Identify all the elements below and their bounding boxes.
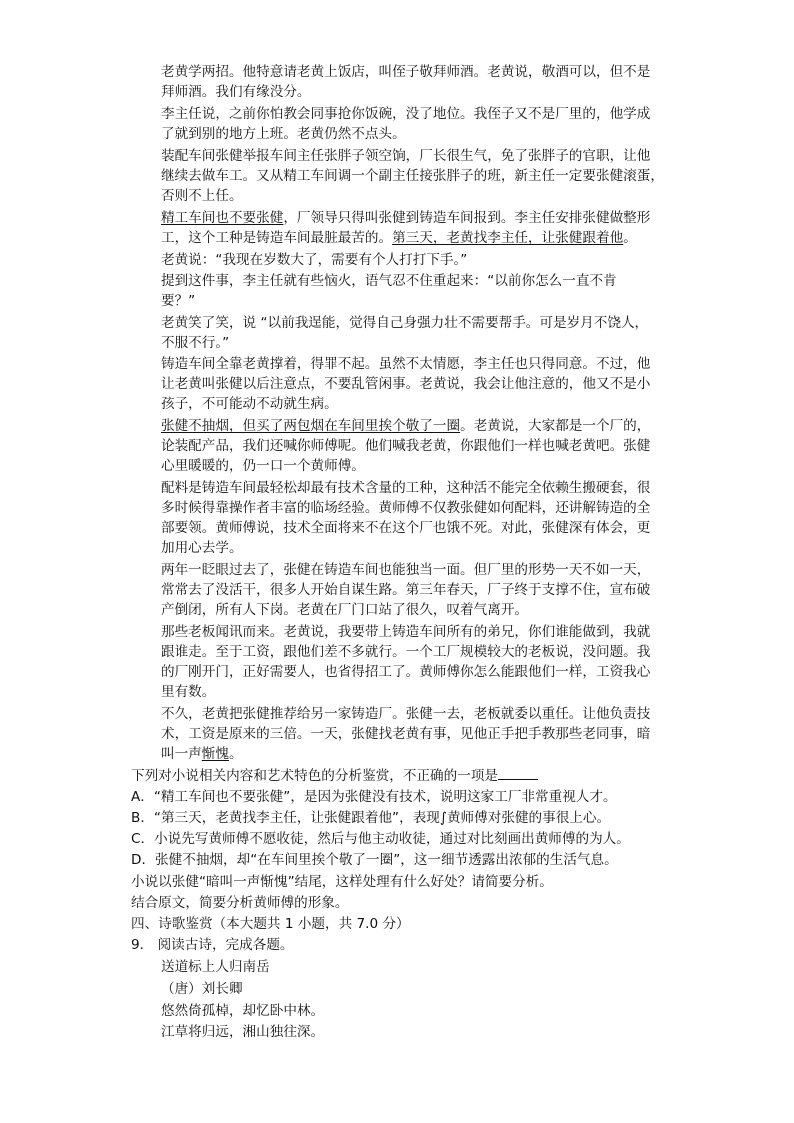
story-text: 。: [228, 746, 243, 762]
story-line: 不久，老黄把张健推荐给另一家铸造厂。张健一去，老板就委以重任。让他负责技: [161, 706, 651, 722]
poem-line: 悠然倚孤棹，却忆卧中林。: [161, 1003, 325, 1019]
story-line: 继续去做车工。又从精工车间调一个副主任接张胖子的班，新主任一定要张健滚蛋，: [161, 168, 664, 184]
story-line: [161, 416, 650, 436]
story-line: 李主任说，之前你怕教会同事抢你饭碗，没了地位。我侄子又不是厂里的，他学成: [161, 106, 651, 122]
story-line: 两年一眨眼过去了，张健在铸造车间也能独当一面。但厂里的形势一天不如一天，: [161, 562, 651, 578]
story-text: 。: [623, 230, 637, 246]
story-line: 论装配产品，我们还喊你师傅呢。他们喊我老黄，你跟他们一样也喊老黄吧。张健: [161, 438, 651, 454]
poem-line: 江草将归远，湘山独往深。: [161, 1024, 325, 1040]
underlined-quote: 张健不抽烟，但买了两包烟在车间里挨个敬了一圈: [161, 418, 461, 434]
underlined-quote: 第三天，老黄找李主任，让张健跟着他: [392, 230, 624, 246]
story-line: 心里暖暖的，仍一口一个黄师傅。: [161, 458, 365, 474]
story-line: 装配车间张健举报车间主任张胖子领空饷，厂长很生气，免了张胖子的官职，让他: [161, 148, 651, 164]
story-line: 术，工资是原来的三倍。一天，张健找老黄有事，见他正手把手教那些老同事，暗: [161, 726, 651, 742]
story-line: [161, 208, 650, 228]
story-line: 不服不行。”: [161, 335, 230, 351]
poem-title: 送道标上人归南岳: [161, 959, 270, 975]
story-line: 要？”: [161, 293, 196, 309]
story-text: 工，这个工种是铸造车间最脏最苦的。: [161, 230, 393, 246]
story-line: 配料是铸造车间最轻松却最有技术含量的工种，这种活不能完全依赖生搬硬套，很: [161, 480, 651, 496]
question-stem: [131, 766, 538, 786]
story-line: 老黄说：“我现在岁数大了，需要有个人打打下手。”: [161, 252, 468, 268]
story-line: 产倒闭，所有人下岗。老黄在厂门口站了很久，叹着气离开。: [161, 602, 529, 618]
option-a: A．“精工车间也不要张健”，是因为张健没有技术，说明这家工厂非常重视人才。: [131, 789, 617, 805]
option-c: C．小说先写黄师傅不愿收徒，然后与他主动收徒，通过对比刻画出黄师傅的为人。: [131, 831, 630, 847]
story-line: 铸造车间全靠老黄撑着，得罪不起。虽然不太情愿，李主任也只得同意。不过，他: [161, 356, 651, 372]
section-heading: 四、诗歌鉴赏（本大题共 1 小题，共 7.0 分）: [131, 916, 410, 932]
story-line: [161, 228, 637, 248]
story-line: 提到这件事，李主任就有些恼火，语气忍不住重起来：“以前你怎么一直不肯: [161, 273, 617, 289]
underlined-quote: 精工车间也不要张健: [161, 210, 284, 226]
option-b: B．“第三天，老黄找李主任，让张健跟着他”，表现∫黄师傅对张健的事很上心。: [131, 810, 611, 826]
story-line: 常常去了没活干，很多人开始自谋生路。第三年春天，厂子终于支撑不住，宣布破: [161, 582, 651, 598]
story-line: 那些老板闻讯而来。老黄说，我要带上铸造车间所有的弟兄，你们谁能做到，我就: [161, 624, 651, 640]
question-3: 结合原文，简要分析黄师傅的形象。: [131, 895, 349, 911]
story-line: 多时候得靠操作者丰富的临场经验。黄师傅不仅教张健如何配料，还讲解铸造的全: [161, 500, 651, 516]
underlined-quote: 惭愧: [201, 746, 229, 762]
story-line: [161, 744, 243, 764]
question-text: 下列对小说相关内容和艺术特色的分析鉴赏，不正确的一项是: [131, 768, 499, 784]
story-line: 孩子，不可能动不动就生病。: [161, 396, 338, 412]
story-line: 老黄笑了笑，说 “以前我逞能，觉得自己身强力壮不需要帮手。可是岁月不饶人，: [161, 315, 649, 331]
story-line: 让老黄叫张健以后注意点，不要乱管闲事。老黄说，我会让他注意的，他又不是小: [161, 376, 651, 392]
story-line: 里有数。: [161, 684, 216, 700]
story-line: 的厂刚开门，正好需要人，也省得招工了。黄师傅你怎么能跟他们一样，工资我心: [161, 664, 651, 680]
answer-blank: [498, 767, 538, 780]
story-line: 了就到别的地方上班。老黄仍然不点头。: [161, 126, 406, 142]
story-line: 跟谁走。至于工资，跟他们差不多就行。一个工厂规模较大的老板说，没问题。我: [161, 644, 651, 660]
story-text: 叫一声: [161, 746, 202, 762]
story-text: ，厂领导只得叫张健到铸造车间报到。李主任安排张健做整形: [283, 210, 651, 226]
story-text: 。老黄说，大家都是一个厂的，: [460, 418, 651, 434]
story-line: 老黄学两招。他特意请老黄上饭店，叫侄子敬拜师酒。老黄说，敬酒可以，但不是: [161, 64, 651, 80]
question-9: 9． 阅读古诗，完成各题。: [131, 937, 294, 953]
option-d: D．张健不抽烟，却“在车间里挨个敬了一圈”，这一细节透露出浓郁的生活气息。: [131, 852, 618, 868]
story-line: 否则不上任。: [161, 188, 243, 204]
question-2: 小说以张健“暗叫一声惭愧”结尾，这样处理有什么好处？请简要分析。: [131, 874, 553, 890]
story-line: 拜师酒。我们有缘没分。: [161, 84, 311, 100]
poem-author: （唐）刘长卿: [161, 981, 243, 997]
story-line: 加用心去学。: [161, 540, 243, 556]
story-line: 部要领。黄师傅说，技术全面将来不在这个厂也饿不死。对此，张健深有体会，更: [161, 520, 651, 536]
